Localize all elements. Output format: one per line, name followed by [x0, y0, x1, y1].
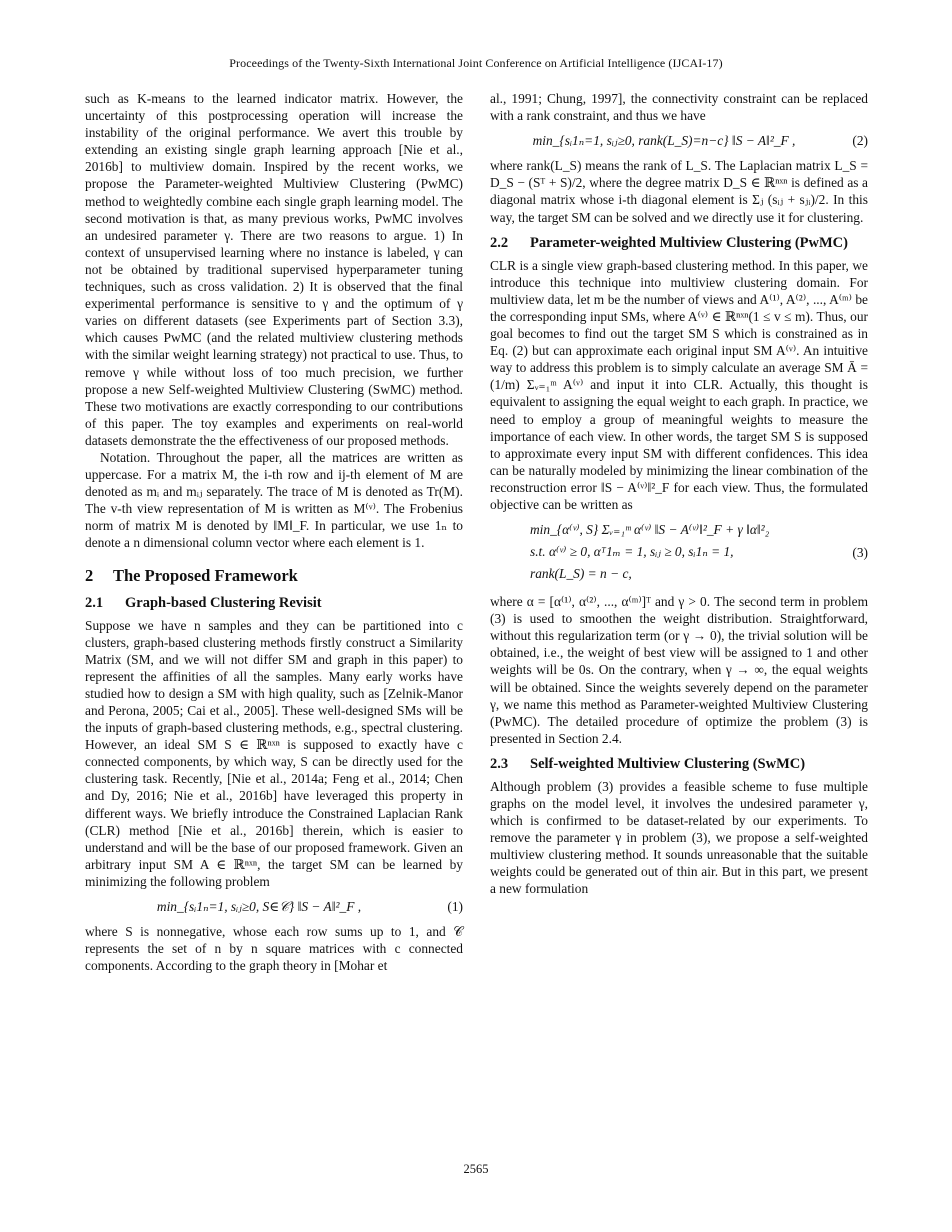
equation-3-lines	[490, 519, 838, 585]
running-header: Proceedings of the Twenty-Sixth International Joint Conference on Artificial Intelligence (IJCAI-17)	[229, 56, 723, 70]
subsection-heading	[490, 234, 868, 252]
graph-clustering-paragraph: Suppose we have n samples and they can be partitioned into c clusters, graph-based clustering methods firstly construct a Similarity Matrix (SM, and we will not differ SM and graph in this paper) to represent the affinities of all the samples. Many early works have studied how to design a SM with high quality, such as [Zelnik-Manor and Perona, 2005; Cai et al., 2005]. These well-designed SMs will be the inputs of graph-based clustering methods, e.g., spectral clustering. However, an ideal SM S ∈ ℝⁿˣⁿ is supposed to exactly have c connected components, by which way, S can be directly used for the clustering task. Recently, [Nie et al., 2014a; Feng et al., 2014; Chen and Dy, 2016; Nie et al., 2016b] have leveraged this property in different ways. We briefly introduce the Constrained Laplacian Rank (CLR) method [Nie et al., 2016b] therein, which is easier to understand and will be the base of our proposed framework. Given an arbitrary input SM A ∈ ℝⁿˣⁿ, the target SM can be learned by minimizing the following problem	[85, 617, 463, 889]
subsection-number: 2.3	[490, 755, 509, 772]
eq1-explanation-paragraph: where S is nonnegative, whose each row sums up to 1, and 𝒞 represents the set of n by n square matrices with c connected components. According to the graph theory in [Mohar et	[85, 924, 463, 974]
subsection-title: Graph-based Clustering Revisit	[125, 594, 322, 611]
subsection-heading	[490, 755, 868, 773]
subsection-title: Parameter-weighted Multiview Clustering (PwMC)	[530, 234, 848, 251]
equation-1-number: (1)	[447, 899, 463, 915]
intro-paragraph-cont: such as K-means to the learned indicator matrix. However, the uncertainty of this postprocessing operation will increase the instability of the original performance. We avert this trouble by extending an existing single graph learning approach [Nie et al., 2016b] to multiview domain. Inspired by the recent works, we propose the Parameter-weighted Multiview Clustering (PwMC) method to weightedly combine each single graph learning model. The second motivation is that, as many previous works, PwMC involves an undesired parameter γ. There are two reasons to argue. 1) In context of unsupervised learning where no instance is labeled, γ can not be obtained by traditional supervised hyperparameter tuning techniques, such as cross validation. 2) It is observed that the final experimental performance is sensitive to γ and the optimum of γ varies on different datasets (see Experiments part of Section 3.3), which causes PwMC (and the related multiview clustering methods with the similar weight learning strategy) not practical to use. Thus, to remove γ while without loss of too much precision, we further propose a new Self-weighted Multiview Clustering (SwMC) method. These two motivations are exactly corresponding to our contributions of this paper. The toy examples and experiments on real-world datasets demonstrate the the effectiveness of our proposed methods.	[85, 91, 463, 448]
rank-constraint-paragraph: al., 1991; Chung, 1997], the connectivity constraint can be replaced with a rank constraint, and thus we have	[490, 91, 868, 124]
subsection-number: 2.1	[85, 594, 104, 611]
eq3-explanation-paragraph: where α = [α⁽¹⁾, α⁽²⁾, ..., α⁽ᵐ⁾]ᵀ and γ > 0. The second term in problem (3) is used to smoothen the weight distribution. Straightforward, without this regularization term (or γ → 0), the trivial solution will be obtained, i.e., the weight of best view will be assigned to 1 and other weights will be 0s. On the contrary, when γ → ∞, the equal weights will be obtained. Since the weights severely depend on the parameter γ, we name this method as Parameter-weighted Multiview Clustering (PwMC). The detailed procedure of optimize the problem (3) is presented in Section 2.4.	[490, 594, 868, 746]
equation-3-line-1: min_{α⁽ᵛ⁾, S} Σᵥ₌₁ᵐ α⁽ᵛ⁾ ‖S − A⁽ᵛ⁾‖²_F + γ ‖α‖²₂	[530, 522, 770, 538]
equation-2	[490, 132, 868, 149]
swmc-paragraph: Although problem (3) provides a feasible scheme to fuse multiple graphs on the model level, it involves the undesired parameter γ, which is confirmed to be dataset-related by our experiments. To remove the parameter γ in problem (3), we propose a self-weighted multiview clustering method. It sounds unreasonable that the suitable weights could be generated out of thin air. But in this part, we present a new formulation	[490, 778, 868, 897]
pwmc-paragraph: CLR is a single view graph-based clustering method. In this paper, we introduce this technique into multiview clustering domain. For multiview data, let m be the number of views and A⁽¹⁾, A⁽²⁾, ..., A⁽ᵐ⁾ be the corresponding input SMs, where A⁽ᵛ⁾ ∈ ℝⁿˣⁿ(1 ≤ v ≤ m). Thus, our goal becomes to find out the target SM S which is constrained as in Eq. (2) but can approximate each original input SM A⁽ᵛ⁾. An intuitive way to address this problem is to simply calculate an average SM Ā = (1/m) Σᵥ₌₁ᵐ A⁽ᵛ⁾ and input it into CLR. Actually, this thought is equivalent to assigning the equal weight to each graph. In practice, we need to employ a group of meaningful weights to measure the importance of each view. In other words, the target SM S is supposed to approximate every input SM with different confidences. This idea can be naturally modeled by minimizing the linear combination of the reconstruction error ‖S − A⁽ᵛ⁾‖²_F for each view. Thus, the formulated objective can be written as	[490, 257, 868, 512]
equation-1	[85, 898, 463, 915]
laplacian-paragraph: where rank(L_S) means the rank of L_S. The Laplacian matrix L_S = D_S − (Sᵀ + S)/2, where the degree matrix D_S ∈ ℝⁿˣⁿ is defined as a diagonal matrix whose i-th diagonal element is Σⱼ (sᵢⱼ + sⱼᵢ)/2. In this way, the target SM can be solved and we directly use it for clustering.	[490, 158, 868, 225]
section-heading	[85, 566, 463, 586]
section-number: 2	[85, 565, 94, 585]
subsection-number: 2.2	[490, 234, 509, 251]
equation-2-number: (2)	[852, 133, 868, 149]
equation-3-line-3: rank(L_S) = n − c,	[530, 566, 632, 582]
equation-3-line-2: s.t. α⁽ᵛ⁾ ≥ 0, αᵀ1ₘ = 1, sᵢⱼ ≥ 0, sᵢ1ₙ = 1,	[530, 544, 734, 560]
equation-3-number: (3)	[852, 544, 868, 560]
notation-paragraph: Notation. Throughout the paper, all the matrices are written as uppercase. For a matrix M, the i-th row and ij-th element of M are denoted as mᵢ and mᵢⱼ separately. The trace of M is denoted as Tr(M). The v-th view representation of M is written as M⁽ᵛ⁾. The Frobenius norm of matrix M is denoted by ‖M‖_F. In particular, we use 1ₙ to denote a n dimensional column vector where each element is 1.	[85, 449, 463, 551]
section-title: The Proposed Framework	[113, 565, 298, 585]
subsection-title: Self-weighted Multiview Clustering (SwMC)	[530, 755, 806, 772]
equation-2-body: min_{sᵢ1ₙ=1, sᵢⱼ≥0, rank(L_S)=n−c} ‖S − A‖²_F ,	[532, 133, 796, 149]
subsection-heading	[85, 594, 463, 612]
equation-3	[490, 519, 868, 585]
page-number: 2565	[463, 1162, 489, 1176]
equation-1-body: min_{sᵢ1ₙ=1, sᵢⱼ≥0, S∈𝒞} ‖S − A‖²_F ,	[156, 899, 362, 915]
left-column	[85, 90, 463, 974]
right-column	[490, 90, 868, 898]
